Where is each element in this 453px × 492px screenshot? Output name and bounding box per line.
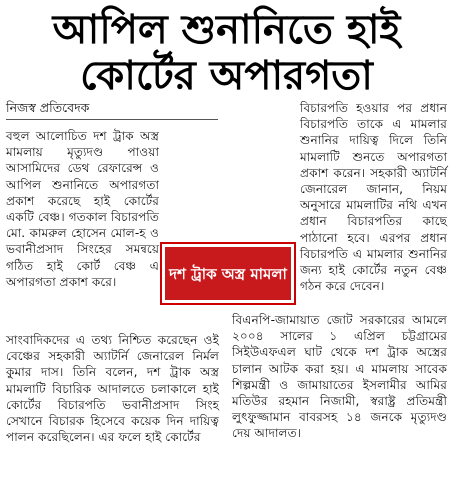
byline: নিজস্ব প্রতিবেদক (6, 100, 90, 115)
headline-line-2: কোর্টের অপারগতা (80, 53, 373, 99)
article-paragraph: বিচারপতি হওয়ার পর প্রধান বিচারপতি তাকে এ মামলার শুনানির দায়িত্ব দিলে তিনি মামলাটি শুনতে অপারগতা প্রকাশ করেন। সহকারী অ্যাটর্নি জেনারেল জানান, নিয়ম অনুসারে মামলাটির নথি এখন প্রধান বিচারপতির কাছে পাঠানো হবে। এরপর প্রধান বিচারপতি এ মামলার শুনানির জন্য হাই কোর্টের নতুন বেঞ্চ গঠন করে দেবেন। (300, 101, 447, 294)
pull-quote-box (160, 242, 296, 305)
headline-line-1: আপিল শুনানিতে হাই (52, 7, 401, 53)
article-paragraph: সাংবাদিকদের এ তথ্য নিশ্চিত করেছেন ওই বেঞ্চের সহকারী অ্যাটর্নি জেনারেল নির্মল কুমার দাস। তিনি বলেন, দশ ট্রাক অস্ত্র মামলাটি বিচারিক আদালতে চলাকালে হাই কোর্টের বিচারপতি ভবানীপ্রসাদ সিংহ সেখানে বিচারক হিসেবে কয়েক দিন দায়িত্ব পালন করেছিলেন। এর ফলে হাই কোর্টের (6, 333, 219, 445)
article-column-right-bottom (232, 312, 447, 487)
article-paragraph: বিএনপি-জামায়াত জোট সরকারের আমলে ২০০৪ সালের ১ এপ্রিল চট্টগ্রামের সিইউএফএল ঘাট থেকে দশ ট্রাক অস্ত্রের চালান আটক করা হয়। এ মামলায় সাবেক শিল্পমন্ত্রী ও জামায়াতের ইসলামীর আমির মতিউর রহমান নিজামী, স্বরাষ্ট্র প্রতিমন্ত্রী লুৎফুজ্জামান বাবরসহ ১৪ জনকে মৃত্যুদণ্ড দেয় আদালত। (232, 313, 447, 441)
article-column-left-bottom (6, 332, 219, 482)
pull-quote-text: দশ ট্রাক অস্ত্র মামলা (165, 247, 291, 300)
article-paragraph: বহুল আলোচিত দশ ট্রাক অস্ত্র মামলায় মৃত্যুদণ্ড পাওয়া আসামিদের ডেথ রেফারেন্স ও আপিল শুনানিতে অপারগতা প্রকাশ করেছে হাই কোর্টের একটি বেঞ্চ। গতকাল বিচারপতি মো. কামরুল হোসেন মোল-হ ও ভবানীপ্রসাদ সিংহের সমন্বয়ে গঠিত হাই কোর্ট বেঞ্চ এ অপারগতা প্রকাশ করে। (6, 129, 159, 289)
byline-divider (6, 119, 218, 120)
